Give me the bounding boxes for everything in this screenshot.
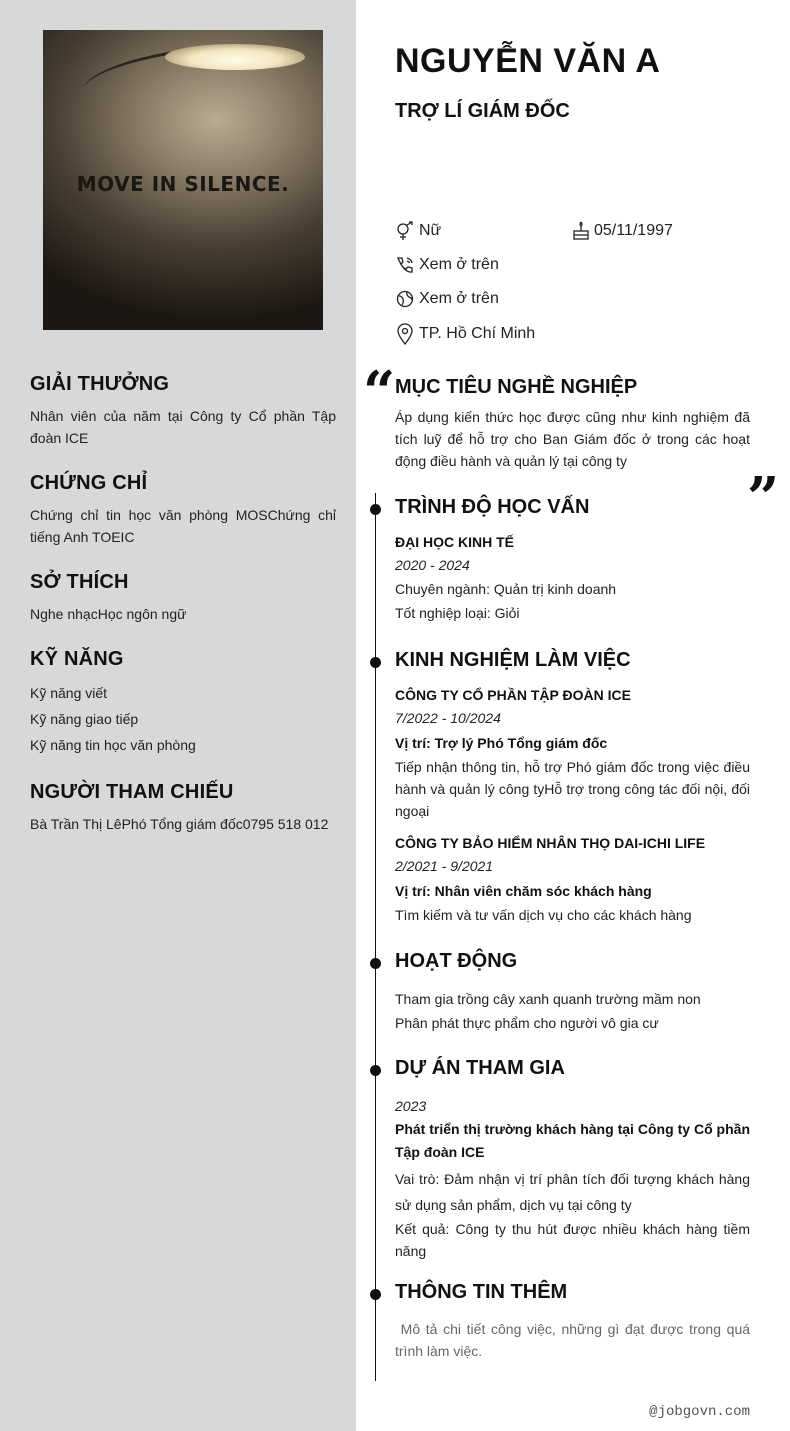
globe-icon [395,289,415,309]
awards-title: GIẢI THƯỞNG [30,373,170,395]
job-position: Vị trí: Nhân viên chăm sóc khách hàng [395,883,652,899]
job-period: 7/2022 - 10/2024 [395,710,501,726]
gender-icon [395,221,415,241]
project-year: 2023 [395,1098,427,1114]
additional-title: THÔNG TIN THÊM [395,1281,568,1303]
objective-section [395,376,750,472]
activity-item: Tham gia trồng cây xanh quanh trường mầm non [395,991,701,1007]
education-school: ĐẠI HỌC KINH TẾ [395,534,514,550]
skill-item: Kỹ năng tin học văn phòng [30,737,196,753]
hobbies-title: SỞ THÍCH [30,571,129,593]
job-company: CÔNG TY CỔ PHẦN TẬP ĐOÀN ICE [395,687,631,703]
skills-title: KỸ NĂNG [30,648,124,670]
location-icon [395,323,415,345]
skill-item: Kỹ năng viết [30,685,108,701]
education-section [395,496,750,625]
job-description: Tiếp nhận thông tin, hỗ trợ Phó giám đốc trong việc điều hành và quản lý công tyHỗ trợ trong công tác đối nội, đối ngoại [395,759,750,819]
job-period: 2/2021 - 9/2021 [395,858,494,874]
references-title: NGƯỜI THAM CHIẾU [30,781,234,803]
hobbies-section [30,571,336,625]
timeline-line [375,493,376,1381]
awards-section [30,373,336,449]
candidate-name: NGUYỄN VĂN A [395,42,661,80]
profile-photo [43,30,323,330]
watermark: @jobgovn.com [649,1404,750,1420]
experience-title: KINH NGHIỆM LÀM VIỆC [395,649,631,671]
job-position: Vị trí: Trợ lý Phó Tổng giám đốc [395,735,608,751]
quote-close-icon: ” [747,465,780,531]
references-text: Bà Trần Thị LêPhó Tổng giám đốc0795 518 012 [30,816,329,832]
activities-title: HOẠT ĐỘNG [395,950,518,972]
certificates-text: Chứng chỉ tin học văn phòng MOSChứng chỉ tiếng Anh TOEIC [30,507,336,545]
project-name: Phát triển thị trường khách hàng tại Công ty Cổ phần Tập đoàn ICE [395,1121,750,1160]
certificates-title: CHỨNG CHỈ [30,472,148,494]
gender-row [395,221,441,241]
job-title: TRỢ LÍ GIÁM ĐỐC [395,100,570,122]
timeline-dot [370,504,381,515]
additional-section [395,1281,754,1362]
quote-open-icon: “ [363,359,396,425]
experience-section [395,649,750,926]
phone-row [395,255,499,275]
phone-value: Xem ở trên [419,256,499,273]
job-description: Tìm kiếm và tư vấn dịch vụ cho các khách hàng [395,907,692,923]
phone-icon [395,255,415,275]
additional-text: Mô tả chi tiết công việc, những gì đạt được trong quá trình làm việc. [395,1321,754,1359]
references-section [30,781,336,835]
address-value: TP. Hồ Chí Minh [419,325,536,342]
project-result: Kết quả: Công ty thu hút được nhiều khách hàng tiềm năng [395,1221,750,1259]
timeline-dot [370,1289,381,1300]
job-company: CÔNG TY BẢO HIỂM NHÂN THỌ DAI-ICHI LIFE [395,835,706,851]
objective-title: MỤC TIÊU NGHỀ NGHIỆP [395,376,638,398]
education-title: TRÌNH ĐỘ HỌC VẤN [395,496,590,518]
timeline-dot [370,958,381,969]
timeline-dot [370,1065,381,1076]
timeline-dot [370,657,381,668]
projects-title: DỰ ÁN THAM GIA [395,1057,565,1079]
website-value: Xem ở trên [419,290,499,307]
education-grade: Tốt nghiệp loại: Giỏi [395,605,520,621]
job-entry [395,832,750,926]
education-period: 2020 - 2024 [395,557,470,573]
activities-section [395,950,750,1035]
job-entry [395,684,750,822]
birthday-value: 05/11/1997 [594,222,673,239]
address-row [395,323,535,345]
lamp-light [165,44,305,70]
skill-item: Kỹ năng giao tiếp [30,711,139,727]
photo-caption: MOVE IN SILENCE. [76,172,290,196]
birthday-row [572,221,673,241]
education-major: Chuyên ngành: Quản trị kinh doanh [395,581,617,597]
skills-section [30,648,336,758]
activity-item: Phân phát thực phẩm cho người vô gia cư [395,1015,659,1031]
awards-text: Nhân viên của năm tại Công ty Cổ phần Tập đoàn ICE [30,408,336,446]
projects-section [395,1057,750,1262]
objective-text: Áp dụng kiến thức học được cũng như kinh nghiệm đã tích luỹ để hỗ trợ cho Ban Giám đốc ở trong các hoạt động điều hành và quản lý tại công ty [395,409,750,469]
certificates-section [30,472,336,548]
project-role: Vai trò: Đảm nhận vị trí phân tích đối tượng khách hàng sử dụng sản phẩm, dịch vụ tại công ty [395,1171,750,1213]
hobbies-text: Nghe nhạcHọc ngôn ngữ [30,606,187,622]
gender-value: Nữ [419,222,442,239]
cake-icon [572,221,590,241]
website-row [395,289,499,309]
